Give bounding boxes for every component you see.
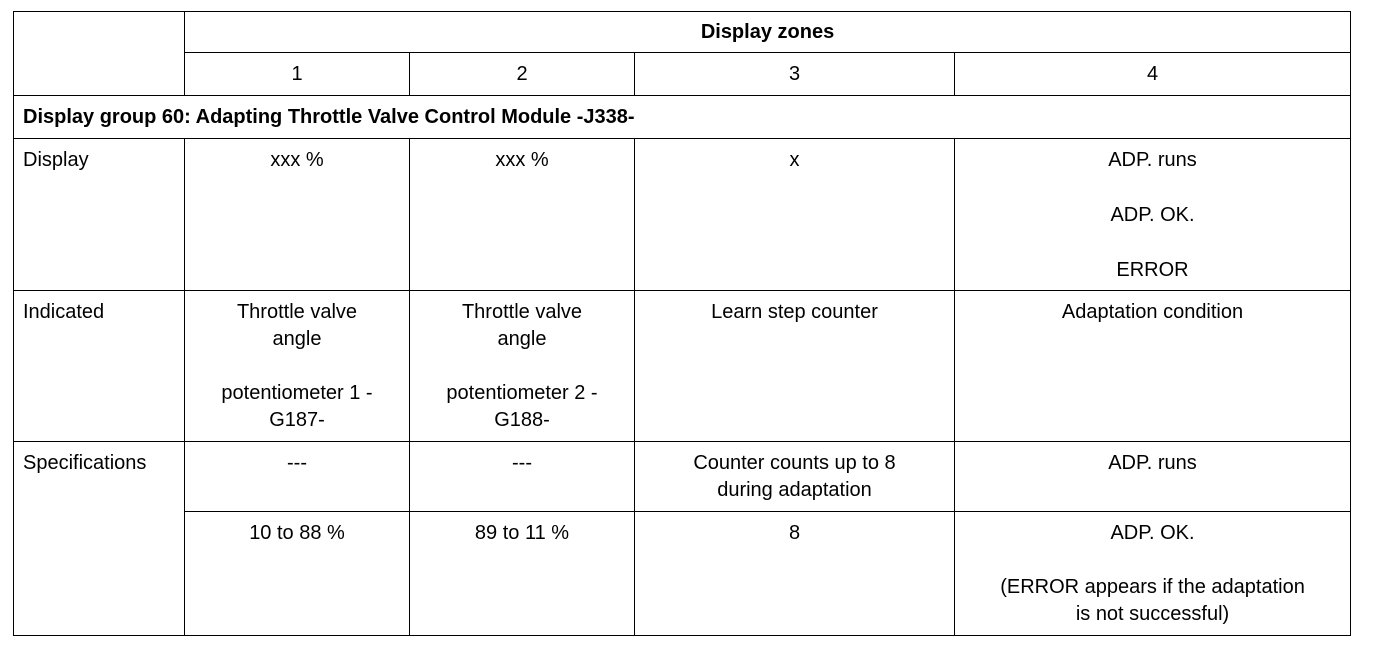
display-zone-3: x [635,139,955,291]
indicated-zone-2-line: Throttle valve [461,301,583,323]
zone-header-3: 3 [635,53,955,96]
indicated-zone-2-line: angle [497,328,547,350]
indicated-zone-2-line: G188- [494,409,550,431]
spec-a-zone-3-line: Counter counts up to 8 [693,452,896,474]
indicated-zone-3: Learn step counter [635,291,955,442]
row-label-specifications: Specifications [14,442,185,636]
row-label-indicated: Indicated [14,291,185,442]
spec-b-zone-4-line: is not successful) [1075,603,1230,625]
indicated-zone-4: Adaptation condition [955,291,1351,442]
display-zone-4-line: ERROR [1116,259,1189,281]
table-row-specifications-2 [14,512,1351,636]
indicated-zone-1-line: G187- [269,409,325,431]
spec-a-zone-4: ADP. runs [955,442,1351,512]
spec-b-zone-4-line: (ERROR appears if the adaptation [1000,576,1305,598]
spec-a-zone-3 [635,442,955,512]
spec-b-zone-2: 89 to 11 % [410,512,635,636]
zone-header-4: 4 [955,53,1351,96]
display-zone-4-line: ADP. runs [1108,149,1197,171]
display-zone-2: xxx % [410,139,635,291]
corner-cell [14,12,185,96]
group-title: Display group 60: Adapting Throttle Valve Control Module -J338- [14,96,1351,139]
spec-a-zone-2: --- [410,442,635,512]
table-row-display [14,139,1351,291]
table-row-specifications [14,442,1351,512]
spec-a-zone-1: --- [185,442,410,512]
zone-header-2: 2 [410,53,635,96]
display-zone-4 [955,139,1351,291]
display-group-table [13,11,1351,636]
indicated-zone-1-line: Throttle valve [236,301,358,323]
indicated-zone-2 [410,291,635,442]
spec-a-zone-3-line: during adaptation [717,479,872,501]
row-label-display: Display [14,139,185,291]
display-zones-header: Display zones [185,12,1351,53]
table-row-indicated [14,291,1351,442]
spec-b-zone-3: 8 [635,512,955,636]
spec-b-zone-4-line: ADP. OK. [1110,522,1195,544]
indicated-zone-2-line: potentiometer 2 - [446,382,598,404]
indicated-zone-1-line: potentiometer 1 - [221,382,373,404]
indicated-zone-1 [185,291,410,442]
display-zone-1: xxx % [185,139,410,291]
spec-b-zone-1: 10 to 88 % [185,512,410,636]
spec-b-zone-4 [955,512,1351,636]
zone-header-1: 1 [185,53,410,96]
display-zone-4-line: ADP. OK. [1110,204,1195,226]
indicated-zone-1-line: angle [272,328,322,350]
